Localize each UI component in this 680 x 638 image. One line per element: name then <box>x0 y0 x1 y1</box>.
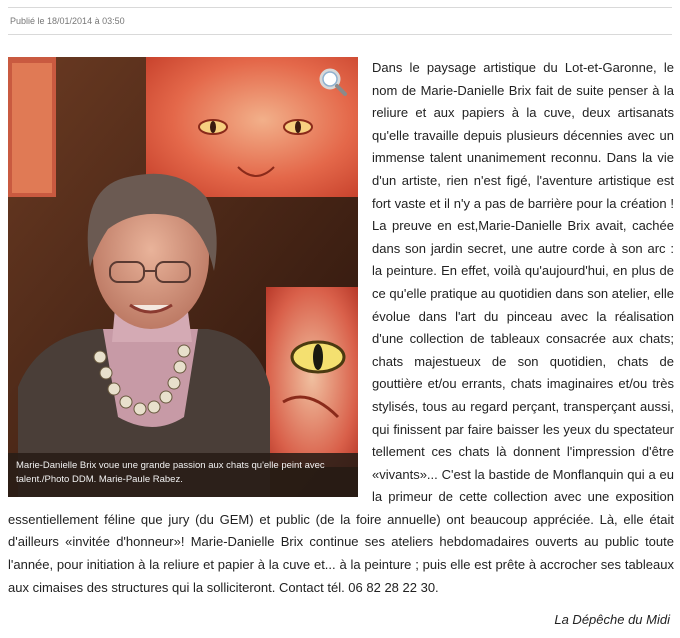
article-text: Dans le paysage artistique du Lot-et-Garonne, le nom de Marie-Danielle Brix fait de suite penser à la reliure et aux papiers à la cuve, deux artisanats qu'elle travaille depuis plusieurs décennies avec un immense talent unanimement reconnu. Dans la vie d'un artiste, rien n'est figé, l'aventure artistique est fort vaste et il n'y a pas de barrière pour la création ! La preuve en est,Marie-Danielle Brix avait, cachée dans son jardin secret, une autre corde à son arc : la peinture. En effet, voilà qu'aujourd'hui, en plus de ce qu'elle pratique au quotidien dans son atelier, elle évolue dans l'art du pinceau avec la réalisation d'une collection de tableaux consacrée aux chats; chats majestueux de son quotidien, chats de gouttière et/ou errants, chats imaginaires et/ou très stylisés, tous au regard perçant, transperçant aussi, qui finissent par faire baisser les yeux du spectateur tellement ces chats là donnent l'impression d'être «vivants»... C'est la bastide de Monflanquin qui a eu la primeur de cette collection avec une exposition essentiellement féline que jury (du GEM) et public (de la foire annuelle) ont beaucoup appréciée. Là, elle était d'ailleurs «invitée d'honneur»! Marie-Danielle Brix continue ses ateliers hebdomadaires ouverts au public toute l'année, pour initiation à la reliure et papier à la cuve et... à la peinture ; puis elle est prête à accrocher ses tableaux aux cimaises des structures qui la solliciteront. Contact tél. 06 82 28 22 30. <box>8 60 674 595</box>
article-photo[interactable] <box>8 57 358 497</box>
photo-caption: Marie-Danielle Brix voue une grande passion aux chats qu'elle peint avec talent./Photo DDM. Marie-Paule Rabez. <box>8 453 358 497</box>
article-body <box>8 57 674 599</box>
publish-date: Publié le 18/01/2014 à 03:50 <box>10 16 125 26</box>
top-divider <box>8 7 672 8</box>
magnifier-zoom-icon[interactable] <box>318 67 348 97</box>
header-divider <box>8 34 672 35</box>
article-source: La Dépêche du Midi <box>554 612 670 627</box>
photo-illustration <box>8 57 358 497</box>
